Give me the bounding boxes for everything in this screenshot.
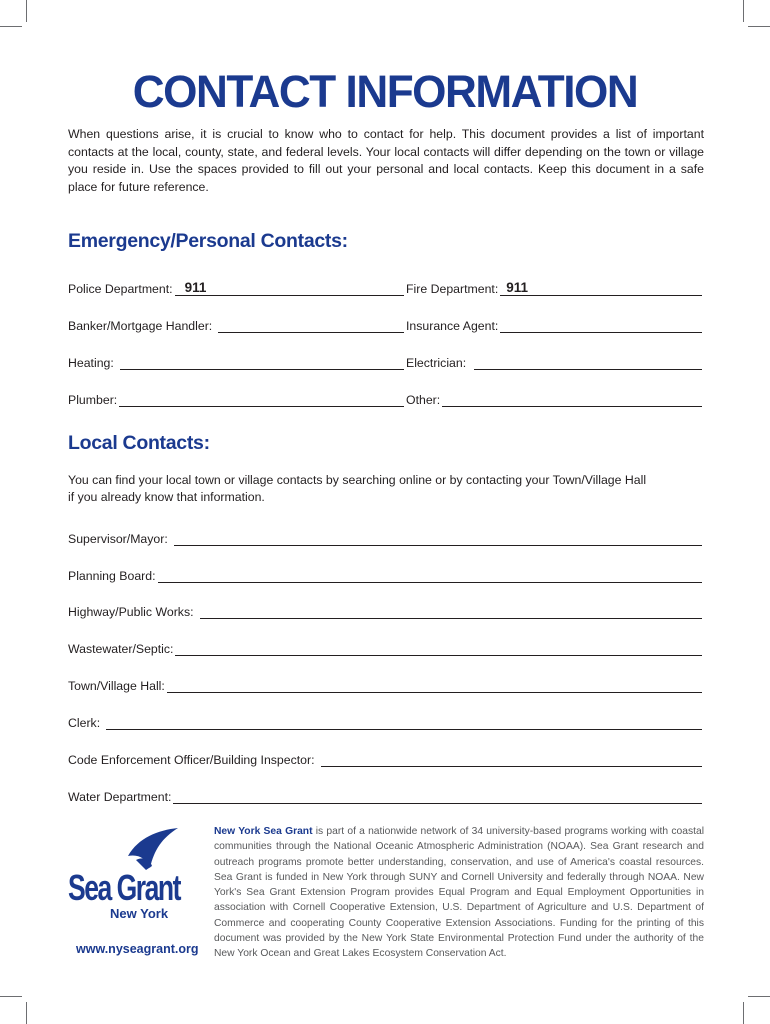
planning-row [68, 565, 702, 583]
highway-row [68, 601, 702, 619]
banker-row [68, 315, 404, 333]
water-label: Water Department: [68, 790, 172, 804]
water-field[interactable] [173, 787, 702, 804]
page-title: CONTACT INFORMATION [132, 66, 638, 117]
code-field[interactable] [321, 750, 702, 767]
crop-mark [743, 0, 744, 22]
police-row [68, 278, 404, 296]
logo-wordmark: Sea Grant [68, 867, 182, 908]
highway-field[interactable] [200, 602, 702, 619]
clerk-field[interactable] [106, 713, 702, 730]
town-hall-label: Town/Village Hall: [68, 679, 165, 693]
emergency-heading: Emergency/Personal Contacts: [68, 230, 348, 252]
other-field[interactable] [442, 390, 702, 407]
plumber-field[interactable] [119, 390, 404, 407]
fire-value: 911 [506, 280, 529, 295]
fire-field[interactable] [500, 279, 702, 296]
intro-paragraph: When questions arise, it is crucial to know who to contact for help. This document provides a list of important contacts at the local, county, state, and federal levels. Your local contacts will differ depending on the town or village you reside in. Use the spaces provided to fill out your personal and local contacts. Keep this document in a safe place for future reference. [68, 127, 704, 194]
plumber-label: Plumber: [68, 393, 118, 407]
clerk-label: Clerk: [68, 716, 101, 730]
police-value: 911 [184, 280, 207, 295]
fire-label: Fire Department: [406, 282, 499, 296]
website-link[interactable]: www.nyseagrant.org [76, 942, 199, 956]
code-row [68, 749, 702, 767]
police-field[interactable] [175, 279, 404, 296]
wastewater-field[interactable] [175, 639, 702, 656]
police-label: Police Department: [68, 282, 173, 296]
highway-label: Highway/Public Works: [68, 605, 194, 619]
town-hall-row [68, 675, 702, 693]
electrician-row [406, 352, 702, 370]
banker-label: Banker/Mortgage Handler: [68, 319, 213, 333]
town-hall-field[interactable] [167, 676, 702, 693]
gull-icon [128, 828, 178, 868]
org-description: is part of a nationwide network of 34 university-based programs working with coastal communities through the National Oceanic Atmospheric Administration (NOAA). Sea Grant research and outreach programs promote better understanding, conservation, and use of America's coastal resources. Sea Grant is funded in New York through SUNY and Cornell University and federally through NOAA. New York's Sea Grant Extension Program provides Equal Program and Equal Employment Opportunities in association with Cornell Cooperative Extension, U.S. Department of Agriculture and U.S. Department of Commerce and cooperating County Cooperative Extension Associations. Funding for the printing of this document was provided by the New York State Environmental Protection Fund under the authority of the New York Ocean and Great Lakes Ecosystem Conservation Act. [214, 826, 704, 960]
crop-mark [743, 1002, 744, 1024]
heating-label: Heating: [68, 356, 114, 370]
org-name: New York Sea Grant [214, 826, 313, 837]
crop-mark [748, 26, 770, 27]
local-heading: Local Contacts: [68, 432, 210, 454]
other-row [406, 389, 702, 407]
local-intro [68, 472, 708, 506]
local-intro-line-2: if you already know that information. [68, 490, 265, 504]
clerk-row [68, 712, 702, 730]
logo-subtitle: New York [110, 906, 169, 921]
crop-mark [0, 996, 22, 997]
crop-mark [0, 26, 22, 27]
sea-grant-logo [66, 826, 186, 926]
heating-field[interactable] [120, 353, 404, 370]
insurance-row [406, 315, 702, 333]
crop-mark [748, 996, 770, 997]
insurance-label: Insurance Agent: [406, 319, 499, 333]
electrician-field[interactable] [474, 353, 702, 370]
supervisor-field[interactable] [174, 529, 702, 546]
footer-text [214, 824, 704, 962]
crop-mark [26, 0, 27, 22]
local-intro-line-1: You can find your local town or village contacts by searching online or by contacting your Town/Village Hall [68, 473, 647, 487]
other-label: Other: [406, 393, 441, 407]
planning-field[interactable] [158, 566, 702, 583]
supervisor-row [68, 528, 702, 546]
heating-row [68, 352, 404, 370]
wastewater-row [68, 638, 702, 656]
code-label: Code Enforcement Officer/Building Inspector: [68, 753, 315, 767]
planning-label: Planning Board: [68, 569, 156, 583]
crop-mark [26, 1002, 27, 1024]
fire-row [406, 278, 702, 296]
wastewater-label: Wastewater/Septic: [68, 642, 174, 656]
insurance-field[interactable] [500, 316, 702, 333]
water-row [68, 786, 702, 804]
plumber-row [68, 389, 404, 407]
supervisor-label: Supervisor/Mayor: [68, 532, 168, 546]
electrician-label: Electrician: [406, 356, 467, 370]
banker-field[interactable] [218, 316, 404, 333]
